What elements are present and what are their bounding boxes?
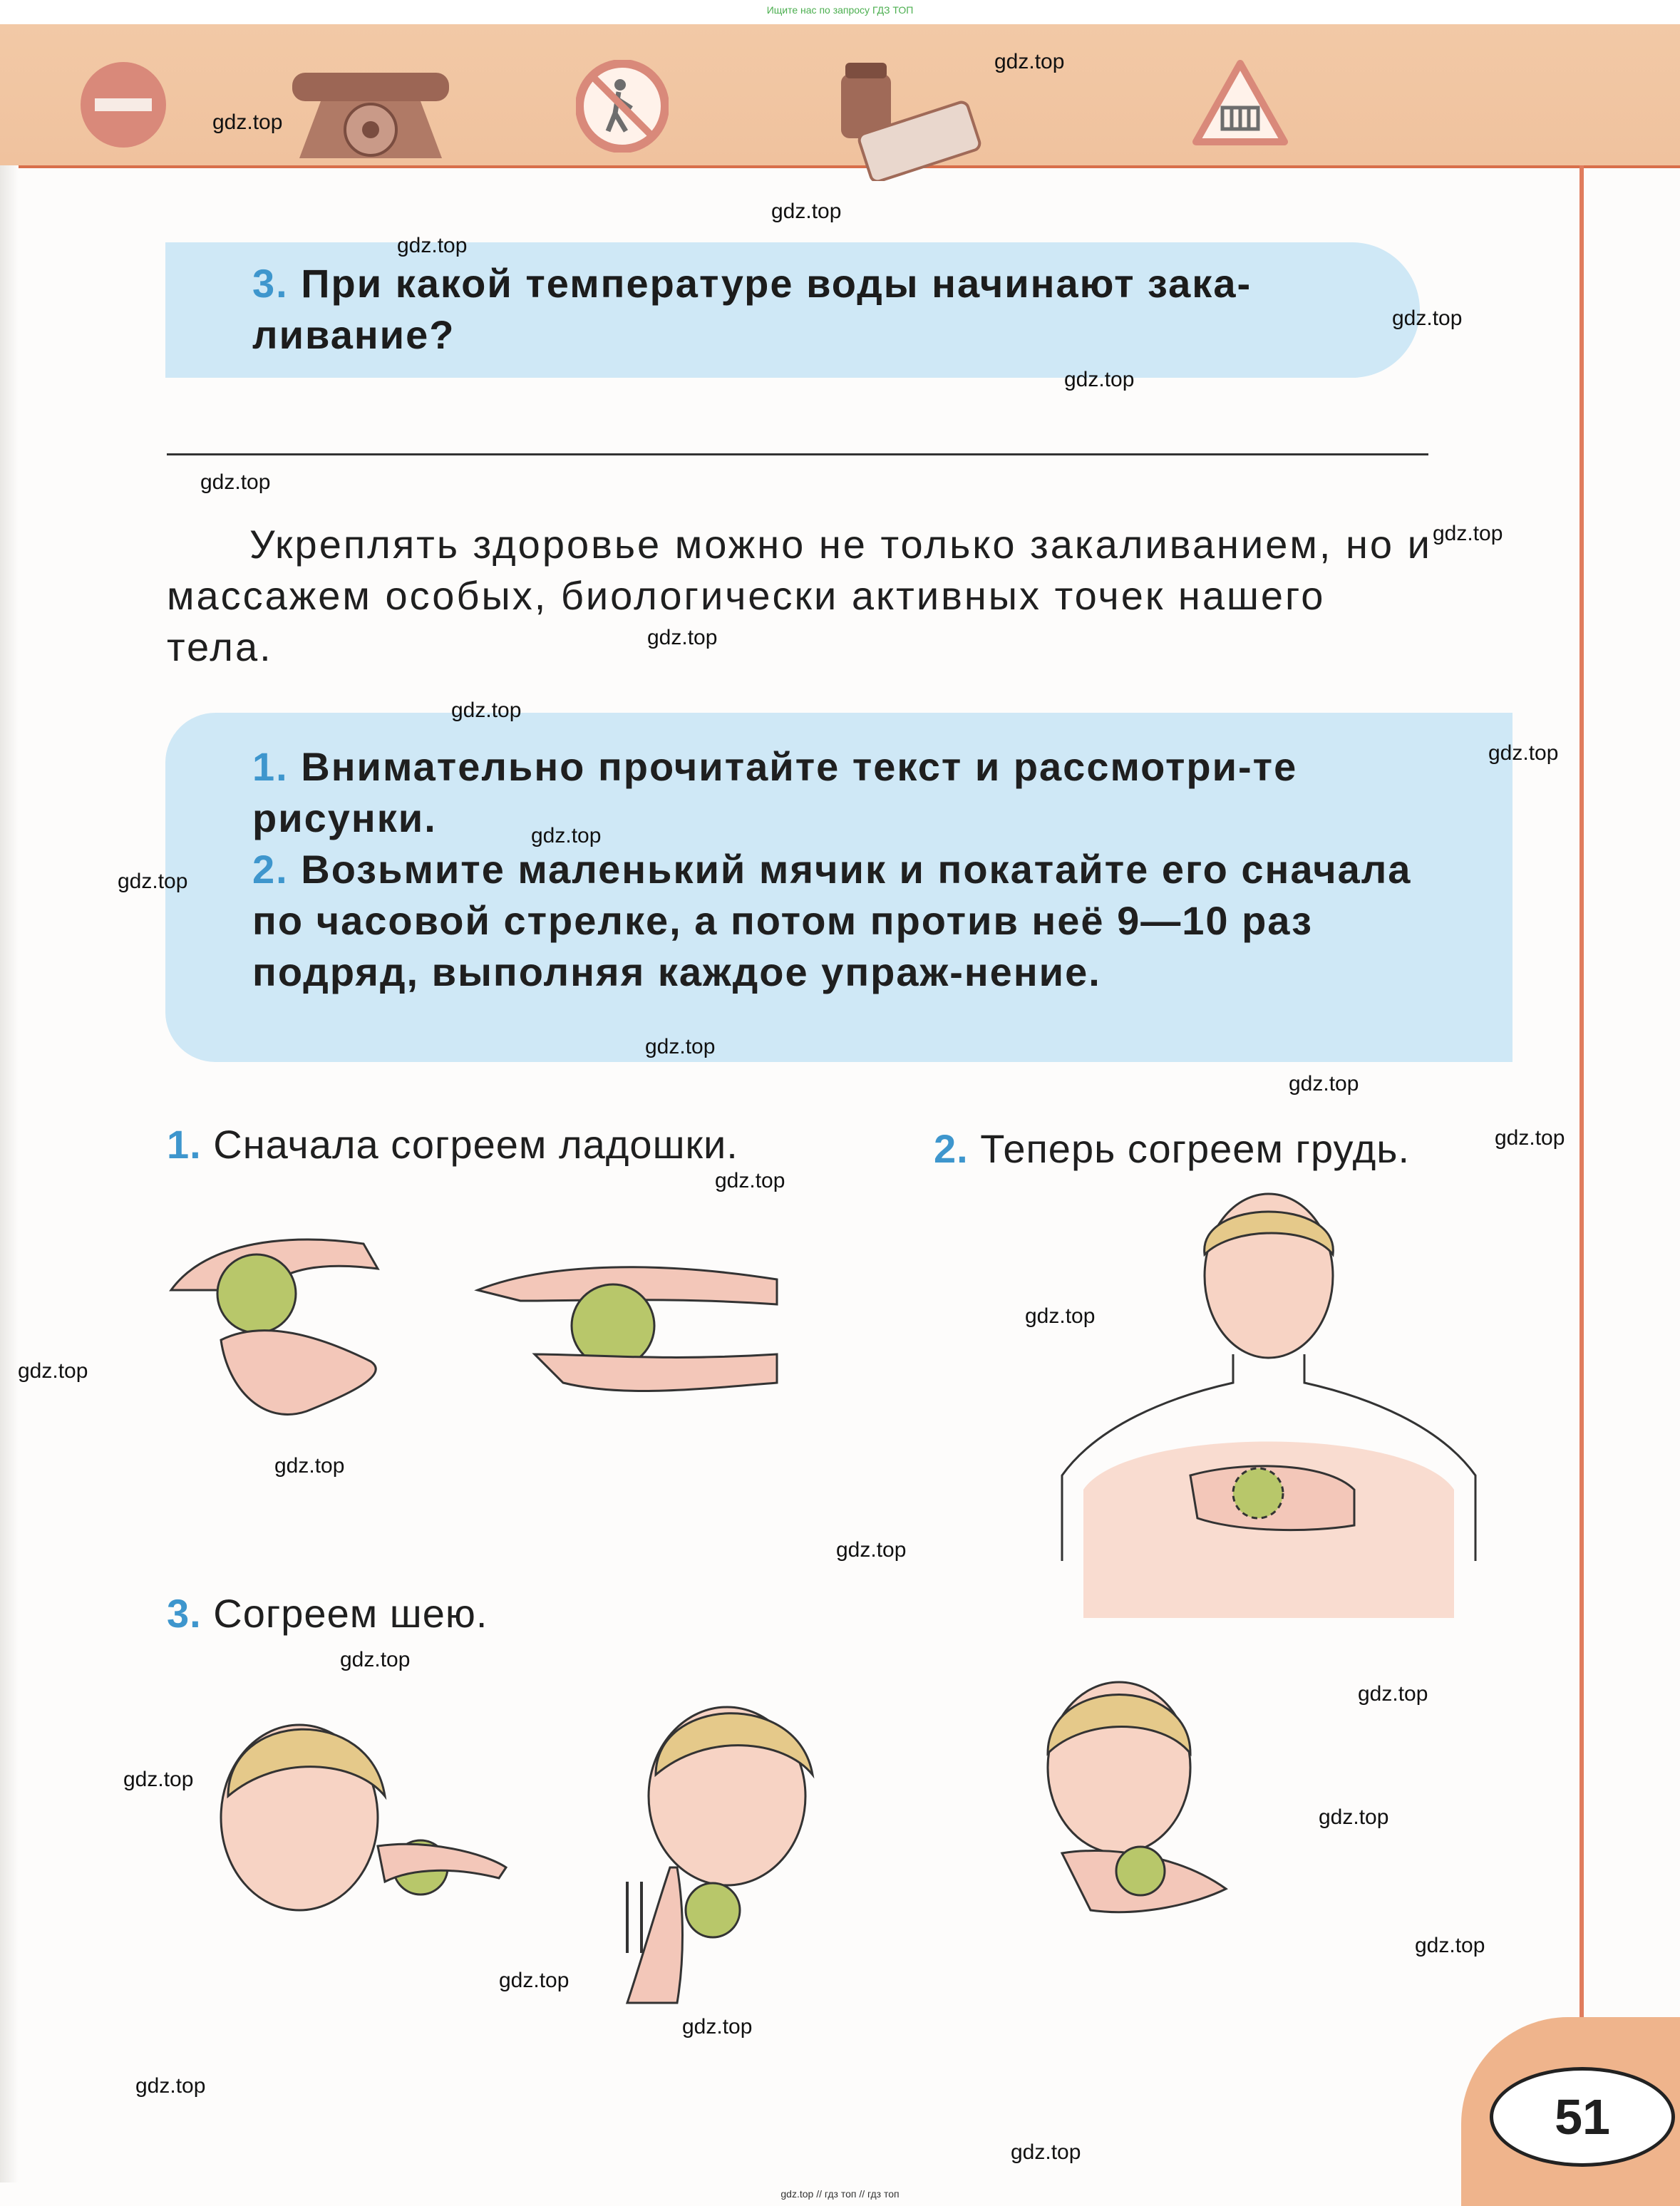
paragraph-text: Укреплять здоровье можно не только закаливанием, но и массажем особых, биологически активных точек нашего тела. [167,522,1432,669]
watermark: gdz.top [682,2015,753,2039]
watermark: gdz.top [1064,368,1135,391]
watermark: gdz.top [212,110,283,134]
watermark: gdz.top [647,626,718,649]
task-number: 1. [252,744,289,789]
top-note: Ищите нас по запросу ГДЗ ТОП [766,4,914,16]
exercise-text: Сначала согреем ладошки. [213,1122,738,1167]
top-strip [0,0,1680,24]
question-number: 3. [252,261,289,306]
watermark: gdz.top [18,1359,88,1383]
watermark: gdz.top [715,1169,785,1192]
watermark: gdz.top [1433,522,1503,545]
palms-illustration [164,1212,791,1447]
watermark: gdz.top [771,200,842,223]
task-2 [252,844,1450,998]
watermark: gdz.top [200,470,271,494]
task-1 [252,741,1450,844]
page-gutter [0,165,19,2182]
watermark: gdz.top [1025,1304,1096,1328]
task-text: Возьмите маленький мячик и покатайте его сначала по часовой стрелке, а потом против неё 9—10 раз подряд, выполняя каждое упраж-нение. [252,847,1412,994]
task-text: Внимательно прочитайте текст и рассмотри-те рисунки. [252,744,1298,840]
intro-paragraph [167,519,1443,673]
watermark: gdz.top [1495,1126,1565,1150]
exercise-2-label [934,1123,1410,1175]
exercise-number: 1. [167,1122,202,1167]
chest-illustration [1055,1190,1483,1632]
header-banner [0,24,1680,168]
task-number: 2. [252,847,289,892]
watermark: gdz.top [531,824,602,847]
watermark: gdz.top [118,870,188,893]
watermark: gdz.top [1415,1934,1485,1957]
watermark: gdz.top [1358,1682,1428,1706]
watermark: gdz.top [397,234,468,257]
watermark: gdz.top [1319,1805,1389,1829]
page-number: 51 [1555,2089,1610,2145]
watermark: gdz.top [645,1035,716,1058]
exercise-text: Теперь согреем грудь. [980,1126,1411,1171]
exercise-text: Согреем шею. [213,1591,488,1636]
question-text: При какой температуре воды начинают зака-ливание? [252,261,1252,357]
no-entry-sign-icon [77,58,170,151]
watermark: gdz.top [451,699,522,722]
watermark: gdz.top [836,1538,907,1562]
answer-line [167,453,1428,455]
question-3 [252,258,1443,361]
exercise-1-label [167,1119,738,1170]
watermark: gdz.top [123,1768,194,1791]
exercise-number: 2. [934,1126,969,1171]
no-pedestrians-sign-icon [576,60,669,153]
rotary-telephone-icon [285,51,456,172]
railway-crossing-sign-icon [1190,56,1290,149]
right-margin-rule [1579,165,1584,2026]
neck-illustration [214,1675,1297,2010]
watermark: gdz.top [340,1648,411,1671]
bottom-note: gdz.top // гдз топ // гдз топ [780,2188,900,2200]
exercise-number: 3. [167,1591,202,1636]
watermark: gdz.top [135,2074,206,2098]
jar-and-newspaper-icon [820,53,984,181]
watermark: gdz.top [274,1454,345,1478]
watermark: gdz.top [1289,1072,1359,1096]
watermark: gdz.top [994,50,1065,73]
watermark: gdz.top [1488,741,1559,765]
watermark: gdz.top [1392,306,1463,330]
watermark: gdz.top [499,1969,570,1992]
watermark: gdz.top [1011,2140,1081,2164]
exercise-3-label [167,1588,488,1639]
